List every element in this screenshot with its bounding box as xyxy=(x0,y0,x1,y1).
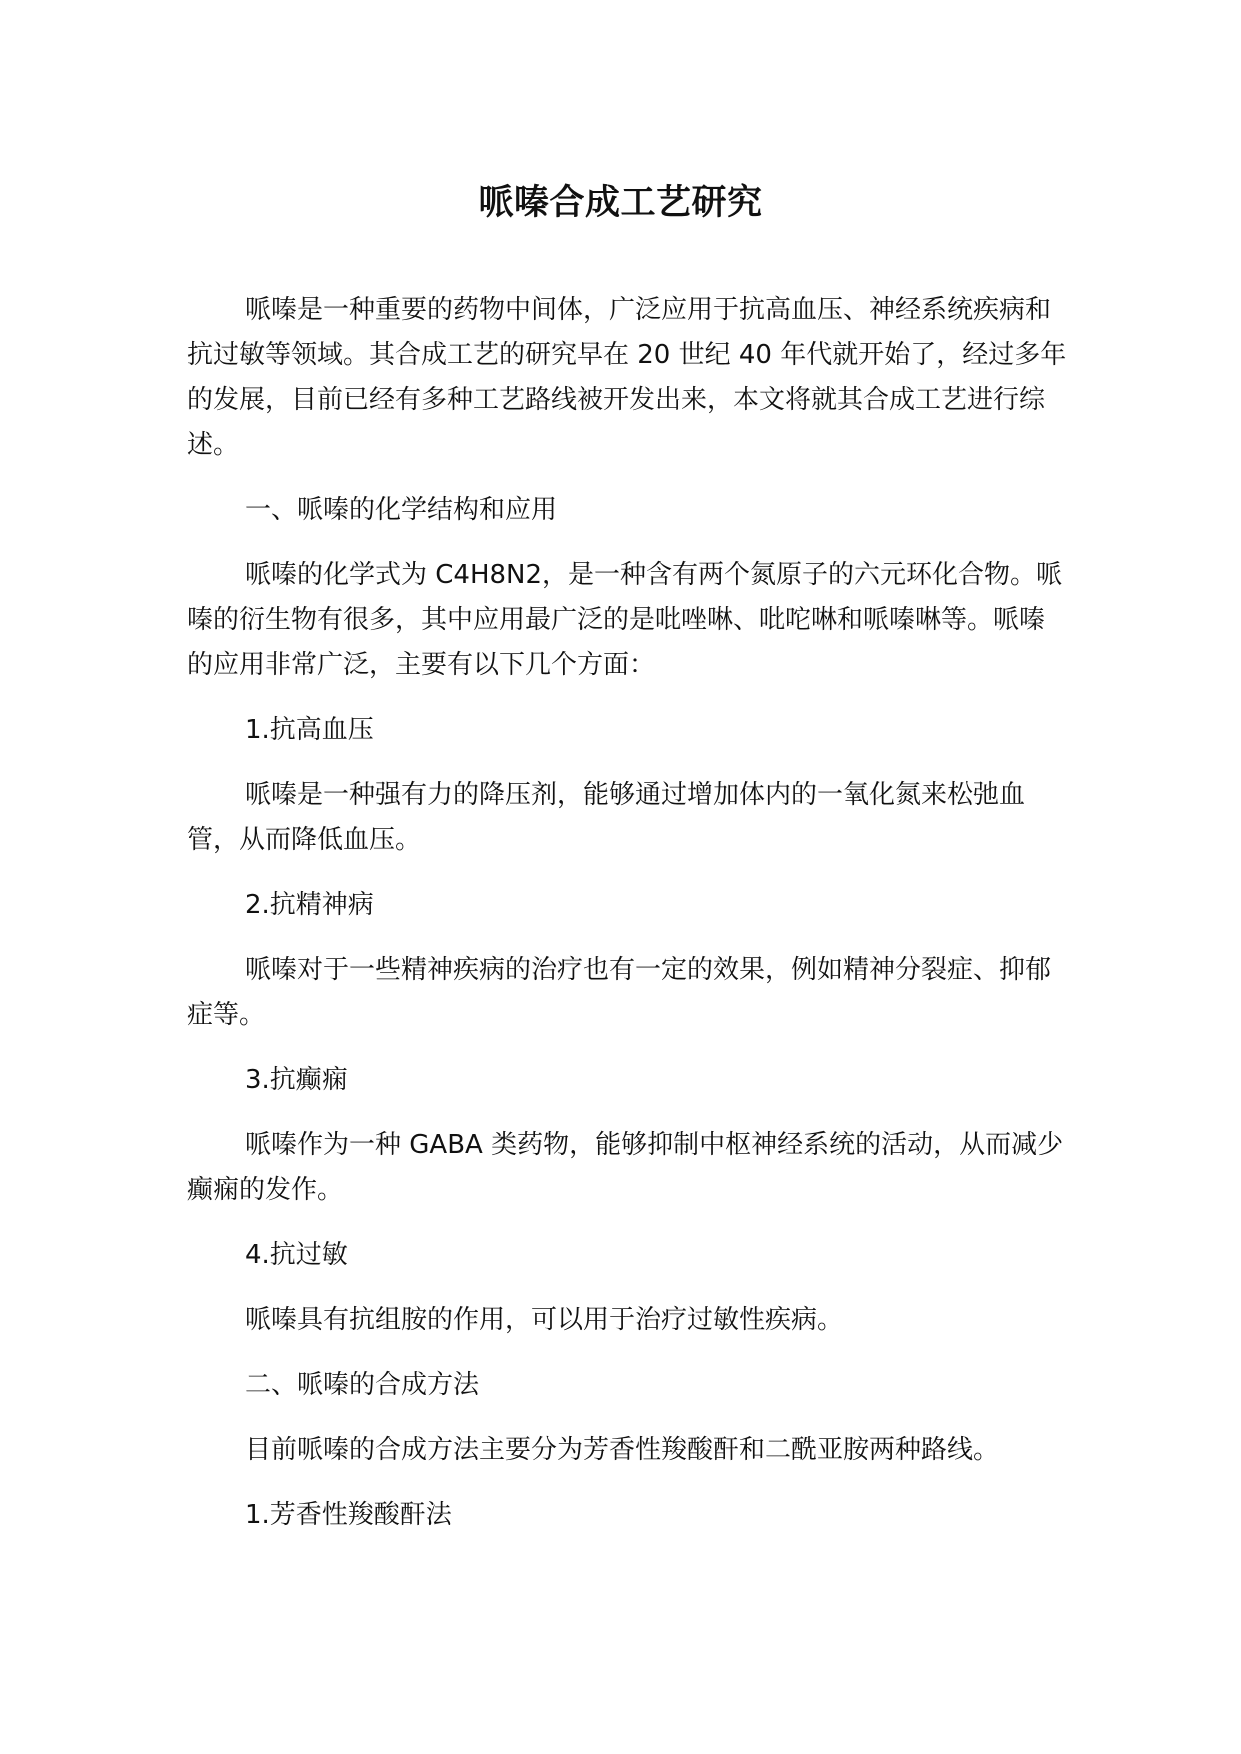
document-body xyxy=(187,288,1067,1558)
paragraph-structure: 哌嗪的化学式为 C4H8N2，是一种含有两个氮原子的六元环化合物。哌嗪的衍生物有很多，其中应用最广泛的是吡唑啉、吡咜啉和哌嗪啉等。哌嗪的应用非常广泛，主要有以下几个方面： xyxy=(187,560,1063,680)
subheading-antipsychotic: 2.抗精神病 xyxy=(245,890,374,920)
paragraph-antiepileptic: 哌嗪作为一种 GABA 类药物，能够抑制中枢神经系统的活动，从而减少癫痫的发作。 xyxy=(187,1130,1064,1205)
section-heading-structure: 一、哌嗪的化学结构和应用 xyxy=(245,495,558,525)
section-heading-synthesis: 二、哌嗪的合成方法 xyxy=(245,1370,480,1400)
subheading-antiepileptic: 3.抗癫痫 xyxy=(245,1065,348,1095)
paragraph-synthesis: 目前哌嗪的合成方法主要分为芳香性羧酸酐和二酰亚胺两种路线。 xyxy=(245,1435,1000,1465)
document-title: 哌嗪合成工艺研究 xyxy=(478,183,763,223)
paragraph-antipsychotic: 哌嗪对于一些精神疾病的治疗也有一定的效果，例如精神分裂症、抑郁症等。 xyxy=(187,955,1052,1030)
paragraph-intro: 哌嗪是一种重要的药物中间体，广泛应用于抗高血压、神经系统疾病和抗过敏等领域。其合成工艺的研究早在 20 世纪 40 年代就开始了，经过多年的发展，目前已经有多种工艺路线被开发出来，本文将就其合成工艺进行综述。 xyxy=(187,295,1067,460)
subheading-anhydride-method: 1.芳香性羧酸酐法 xyxy=(245,1500,452,1530)
subheading-antihypertensive: 1.抗高血压 xyxy=(245,715,374,745)
paragraph-antihypertensive: 哌嗪是一种强有力的降压剂，能够通过增加体内的一氧化氮来松弛血管，从而降低血压。 xyxy=(187,780,1026,855)
subheading-antiallergic: 4.抗过敏 xyxy=(245,1240,348,1270)
paragraph-antiallergic: 哌嗪具有抗组胺的作用，可以用于治疗过敏性疾病。 xyxy=(245,1305,844,1335)
